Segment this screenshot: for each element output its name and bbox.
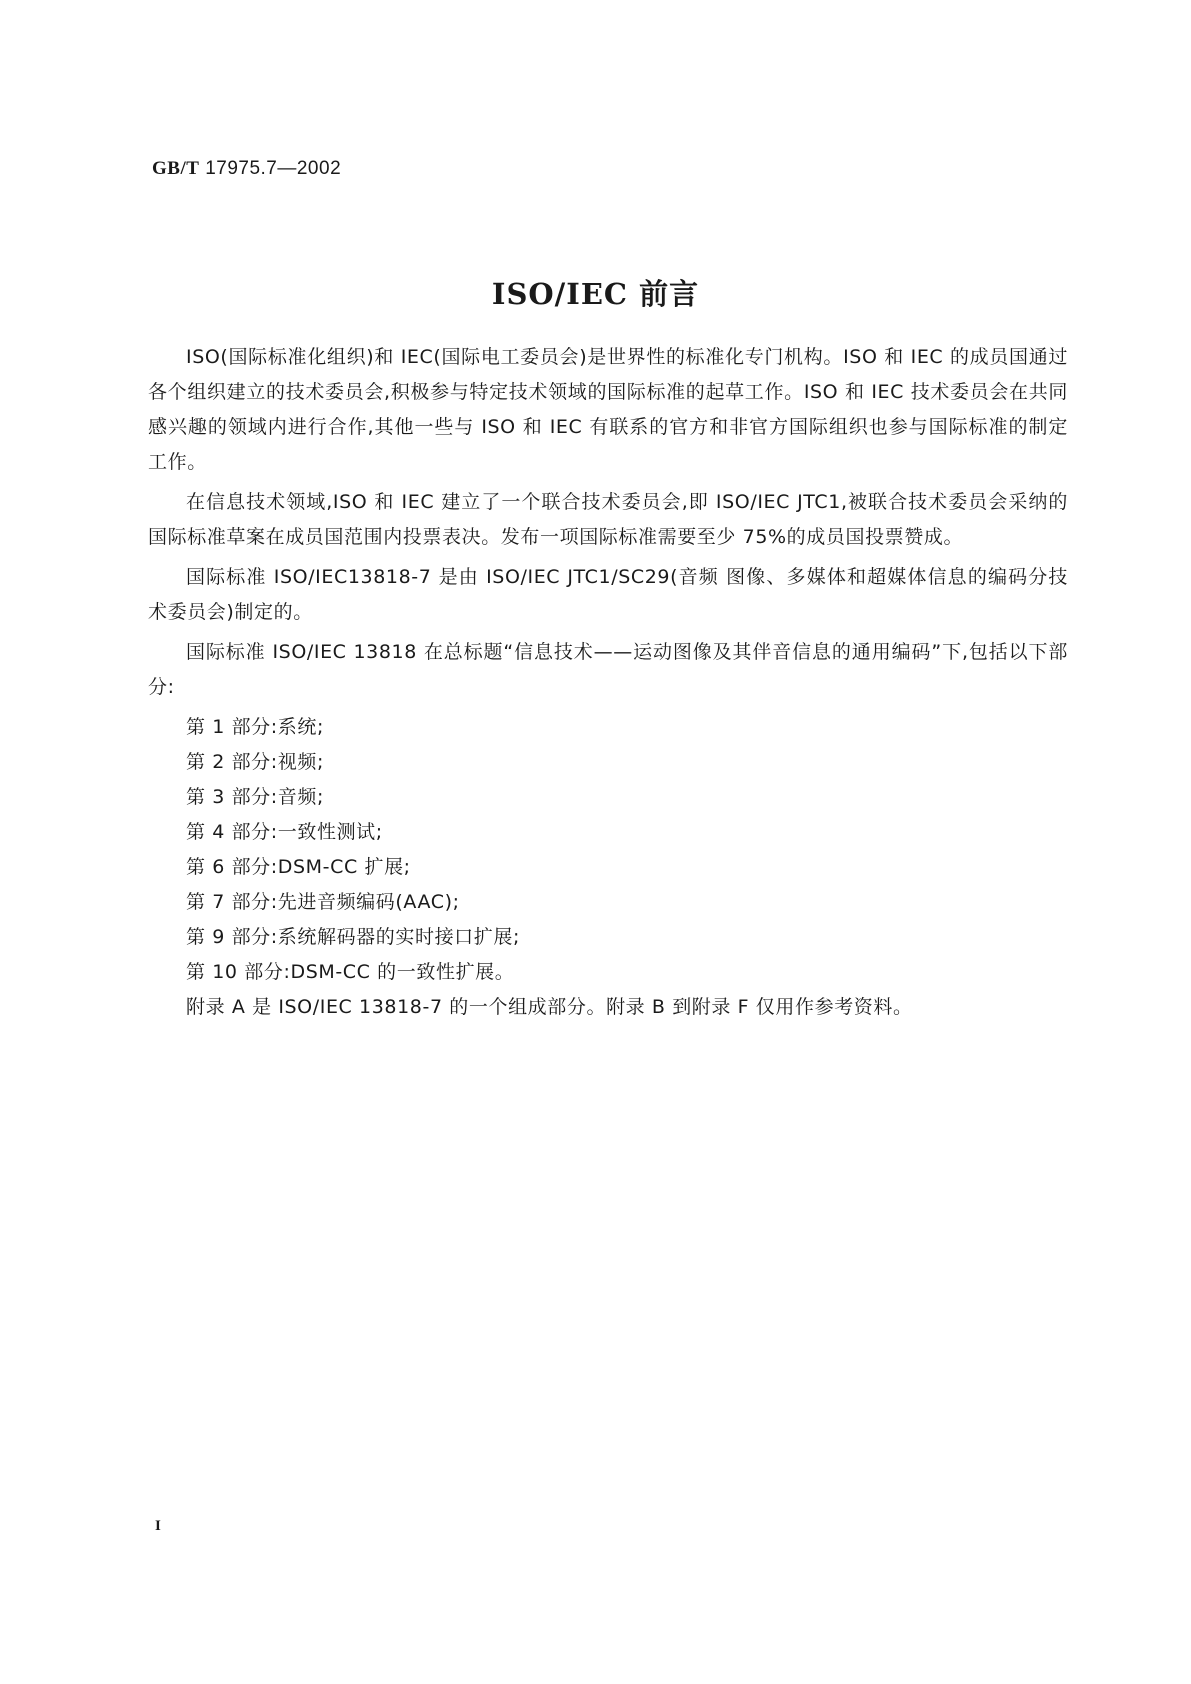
document-code-prefix: GB/T [152,158,200,179]
list-item: 第 7 部分:先进音频编码(AAC); [186,891,460,913]
paragraph-jtc1: 在信息技术领域,ISO 和 IEC 建立了一个联合技术委员会,即 ISO/IEC JTC1,被联合技术委员会采纳的国际标准草案在成员国范围内投票表决。发布一项国际标准需要至少 75%的成员国投票赞成。 [148,491,1068,548]
foreword-body [148,340,1068,1025]
list-item: 第 10 部分:DSM-CC 的一致性扩展。 [186,961,515,983]
annex-note: 附录 A 是 ISO/IEC 13818-7 的一个组成部分。附录 B 到附录 F 仅用作参考资料。 [186,996,913,1018]
list-item: 第 1 部分:系统; [186,716,324,738]
paragraph-parts-intro: 国际标准 ISO/IEC 13818 在总标题“信息技术——运动图像及其伴音信息的通用编码”下,包括以下部分: [148,641,1068,698]
page-title: ISO/IEC 前言 [491,277,700,311]
list-item: 第 2 部分:视频; [186,751,324,773]
paragraph-sc29: 国际标准 ISO/IEC13818-7 是由 ISO/IEC JTC1/SC29(音频 图像、多媒体和超媒体信息的编码分技术委员会)制定的。 [148,566,1068,623]
list-item: 第 9 部分:系统解码器的实时接口扩展; [186,926,520,948]
paragraph-iso-iec-intro: ISO(国际标准化组织)和 IEC(国际电工委员会)是世界性的标准化专门机构。ISO 和 IEC 的成员国通过各个组织建立的技术委员会,积极参与特定技术领域的国际标准的起草工作。ISO 和 IEC 技术委员会在共同感兴趣的领域内进行合作,其他一些与 ISO 和 IEC 有联系的官方和非官方国际组织也参与国际标准的制定工作。 [148,346,1068,473]
document-code [152,158,341,180]
parts-list [148,710,1068,990]
document-code-number: 17975.7—2002 [205,158,342,179]
list-item: 第 3 部分:音频; [186,786,324,808]
list-item: 第 6 部分:DSM-CC 扩展; [186,856,411,878]
list-item: 第 4 部分:一致性测试; [186,821,383,843]
page-number: I [155,1518,161,1534]
